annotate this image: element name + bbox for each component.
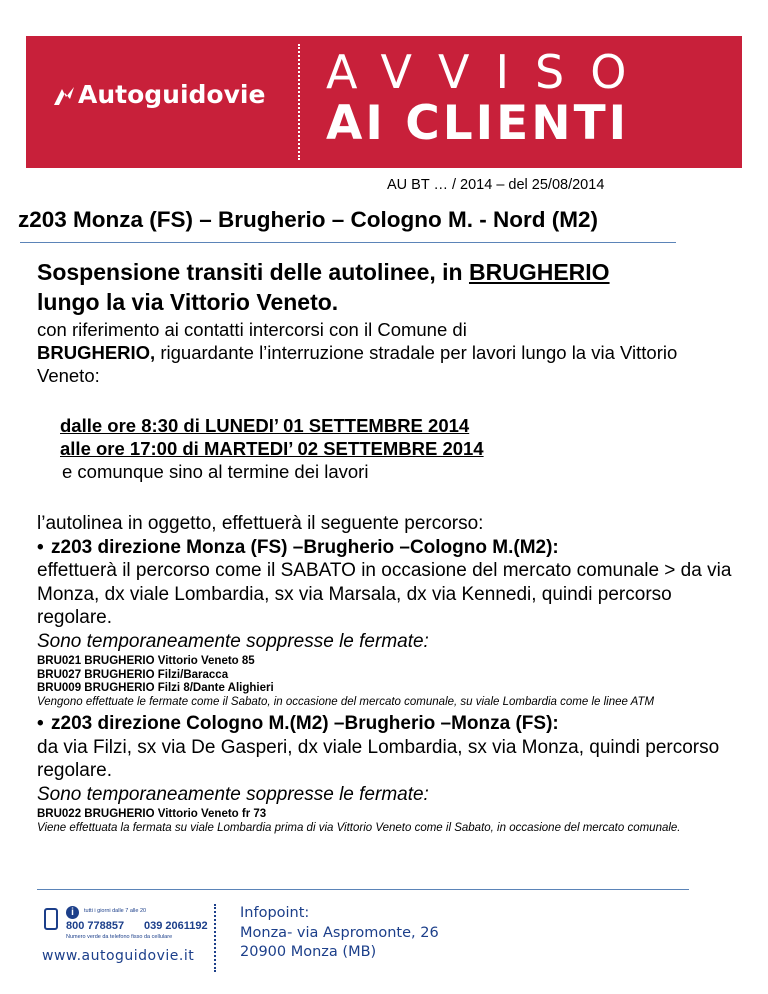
banner-title-line1: AVVISO xyxy=(326,45,653,99)
footer-divider xyxy=(37,889,689,890)
direction1-head-text: z203 direzione Monza (FS) –Brugherio –Cologno M.(M2): xyxy=(51,536,559,558)
phone-number-1[interactable]: 800 778857 xyxy=(66,920,125,932)
notice-reference: AU BT … / 2014 – del 25/08/2014 xyxy=(387,177,605,193)
intro-part1: con riferimento ai contatti intercorsi con il Comune di xyxy=(37,319,467,340)
stop-item: BRU027 BRUGHERIO Filzi/Baracca xyxy=(37,668,229,681)
route-lead: l’autolinea in oggetto, effettuerà il seguente percorso: xyxy=(37,513,484,534)
phone-icon xyxy=(44,908,58,930)
infopoint-address-line2: 20900 Monza (MB) xyxy=(240,944,377,960)
banner-divider xyxy=(298,44,300,160)
logo-arrow-icon xyxy=(52,84,76,106)
title-divider xyxy=(20,242,676,243)
stop-item: BRU021 BRUGHERIO Vittorio Veneto 85 xyxy=(37,655,255,667)
direction2-head-text: z203 direzione Cologno M.(M2) –Brugherio –Monza (FS): xyxy=(51,713,559,734)
direction2-suspended-label: Sono temporaneamente soppresse le fermate: xyxy=(37,783,429,805)
infopoint-title: Infopoint: xyxy=(240,905,310,921)
direction1-stops xyxy=(37,655,737,709)
bullet-icon: • xyxy=(37,536,44,558)
direction1-suspended-label: Sono temporaneamente soppresse le fermate: xyxy=(37,630,429,652)
suspension-dates xyxy=(60,414,484,483)
headline-line2: lungo la via Vittorio Veneto. xyxy=(37,289,339,315)
contact-block xyxy=(40,902,230,972)
bullet-icon: • xyxy=(37,713,44,734)
direction1-note: Vengono effettuate le fermate come il Sabato, in occasione del mercato comunale, su viale Lombardia come le linee ATM xyxy=(37,695,655,708)
phone2-note: da cellulare xyxy=(144,934,173,940)
header-banner xyxy=(26,36,742,168)
direction1-heading xyxy=(37,536,737,560)
footer-vertical-divider xyxy=(214,904,216,972)
contact-hours: tutti i giorni dalle 7 alle 20 xyxy=(84,908,147,914)
infopoint-block xyxy=(240,904,439,963)
headline-place: BRUGHERIO xyxy=(468,259,610,285)
route-title: z203 Monza (FS) – Brugherio – Cologno M. - Nord (M2) xyxy=(18,207,599,232)
phone1-note: Numero verde da telefono fisso xyxy=(66,934,143,940)
direction1-text: effettuerà il percorso come il SABATO in occasione del mercato comunale > da via Monza, dx viale Lombardia, sx via Marsala, dx via Kennedi, quindi percorso regolare. xyxy=(37,560,732,628)
autoguidovie-logo xyxy=(52,80,265,109)
date-note: e comunque sino al termine dei lavori xyxy=(62,461,369,482)
website-link[interactable]: www.autoguidovie.it xyxy=(42,948,195,964)
intro-paragraph xyxy=(37,318,737,387)
logo-text: Autoguidovie xyxy=(78,80,266,109)
headline-part1: Sospensione transiti delle autolinee, in xyxy=(37,259,469,285)
banner-title-line2: AI CLIENTI xyxy=(326,96,630,151)
notice-headline xyxy=(37,257,610,317)
direction2-note: Viene effettuata la fermata su viale Lombardia prima di via Vittorio Veneto come il Sabato, in occasione del mercato comunale. xyxy=(37,821,681,834)
route-details xyxy=(37,512,737,835)
direction2-text: da via Filzi, sx via De Gasperi, dx viale Lombardia, sx via Monza, quindi percorso regolare. xyxy=(37,736,720,781)
intro-part2: riguardante l’interruzione stradale per lavori lungo la via Vittorio Veneto: xyxy=(37,342,678,386)
stop-item: BRU009 BRUGHERIO Filzi 8/Dante Alighieri xyxy=(37,682,274,694)
infopoint-address-line1: Monza- via Aspromonte, 26 xyxy=(240,924,439,941)
direction2-stops xyxy=(37,808,737,835)
stop-item: BRU022 BRUGHERIO Vittorio Veneto fr 73 xyxy=(37,808,267,820)
date-to: alle ore 17:00 di MARTEDI’ 02 SETTEMBRE 2014 xyxy=(60,438,484,459)
info-icon: i xyxy=(66,906,79,919)
phone-number-2[interactable]: 039 2061192 xyxy=(144,920,208,932)
direction2-heading xyxy=(37,712,737,736)
date-from: dalle ore 8:30 di LUNEDI’ 01 SETTEMBRE 2014 xyxy=(60,415,470,436)
intro-bold: BRUGHERIO, xyxy=(37,342,156,363)
